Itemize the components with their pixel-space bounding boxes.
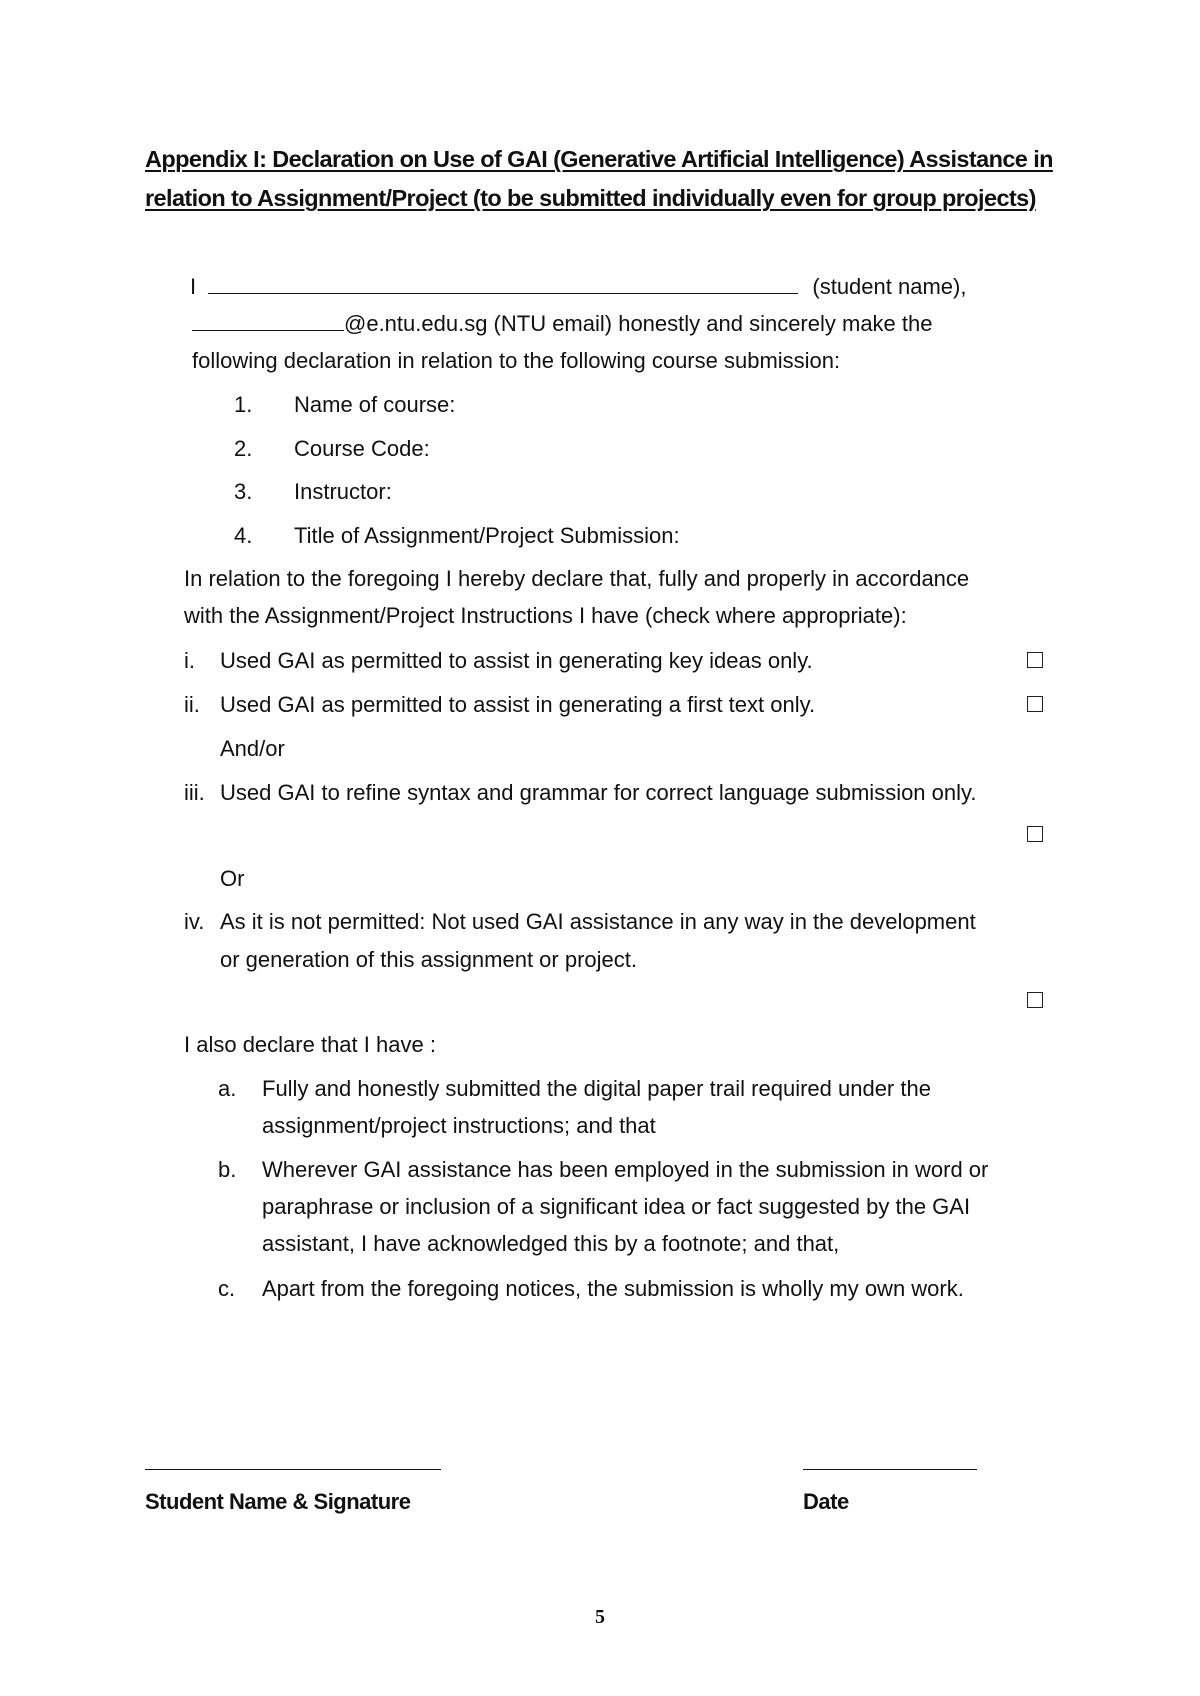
option-num: ii. <box>184 692 200 717</box>
intro-line-3: following declaration in relation to the following course submission: <box>192 348 841 373</box>
intro-line-1 <box>190 276 966 298</box>
option-text: As it is not permitted: Not used GAI assistance in any way in the development <box>220 909 976 934</box>
title-line-2: relation to Assignment/Project (to be submitted individually even for group projects) <box>145 185 1036 211</box>
intro-i-label: I <box>190 274 197 299</box>
declare-item-text: assignment/project instructions; and that <box>262 1113 656 1138</box>
course-field-num: 1. <box>234 392 253 417</box>
email-suffix: @e.ntu.edu.sg (NTU email) honestly and sincerely make the <box>344 311 933 336</box>
connector-or: Or <box>220 866 245 891</box>
intro-line-2 <box>192 313 933 335</box>
option-num: iv. <box>184 909 205 934</box>
option-iv-checkbox[interactable] <box>1027 992 1043 1008</box>
declaration-intro-line-2: with the Assignment/Project Instructions I have (check where appropriate): <box>184 603 907 628</box>
option-iii-checkbox[interactable] <box>1027 826 1043 842</box>
declare-item-text: paraphrase or inclusion of a significant idea or fact suggested by the GAI <box>262 1194 971 1219</box>
option-text: Used GAI to refine syntax and grammar for correct language submission only. <box>220 780 977 805</box>
course-field-num: 2. <box>234 436 253 461</box>
declare-item-text: assistant, I have acknowledged this by a footnote; and that, <box>262 1231 840 1256</box>
also-declare-heading: I also declare that I have : <box>184 1032 436 1057</box>
date-label: Date <box>803 1489 849 1514</box>
signature-line[interactable] <box>145 1469 441 1470</box>
course-field-num: 3. <box>234 479 253 504</box>
course-field-title: Title of Assignment/Project Submission: <box>294 523 680 548</box>
declare-item-num: a. <box>218 1076 237 1101</box>
declare-item-text: Wherever GAI assistance has been employed in the submission in word or <box>262 1157 989 1182</box>
course-field-num: 4. <box>234 523 253 548</box>
course-field-code: Course Code: <box>294 436 430 461</box>
course-field-name: Name of course: <box>294 392 456 417</box>
course-field-instructor: Instructor: <box>294 479 392 504</box>
connector-and-or: And/or <box>220 736 285 761</box>
declare-item-text: Apart from the foregoing notices, the submission is wholly my own work. <box>262 1276 964 1301</box>
email-blank[interactable] <box>192 329 344 331</box>
page-number: 5 <box>595 1606 605 1628</box>
option-num: iii. <box>184 780 205 805</box>
student-name-blank[interactable] <box>208 292 798 294</box>
date-line[interactable] <box>803 1469 977 1470</box>
option-i-checkbox[interactable] <box>1027 652 1043 668</box>
option-ii-checkbox[interactable] <box>1027 696 1043 712</box>
option-text: Used GAI as permitted to assist in generating key ideas only. <box>220 648 813 673</box>
declare-item-text: Fully and honestly submitted the digital paper trail required under the <box>262 1076 931 1101</box>
option-text: Used GAI as permitted to assist in generating a first text only. <box>220 692 816 717</box>
declaration-intro-line-1: In relation to the foregoing I hereby declare that, fully and properly in accordance <box>184 566 970 591</box>
student-name-suffix: (student name), <box>812 274 967 299</box>
declare-item-num: b. <box>218 1157 237 1182</box>
option-text: or generation of this assignment or project. <box>220 947 638 972</box>
student-name-signature-label: Student Name & Signature <box>145 1489 411 1514</box>
title-line-1: Appendix I: Declaration on Use of GAI (Generative Artificial Intelligence) Assistance in <box>145 146 1053 172</box>
option-num: i. <box>184 648 195 673</box>
declare-item-num: c. <box>218 1276 236 1301</box>
